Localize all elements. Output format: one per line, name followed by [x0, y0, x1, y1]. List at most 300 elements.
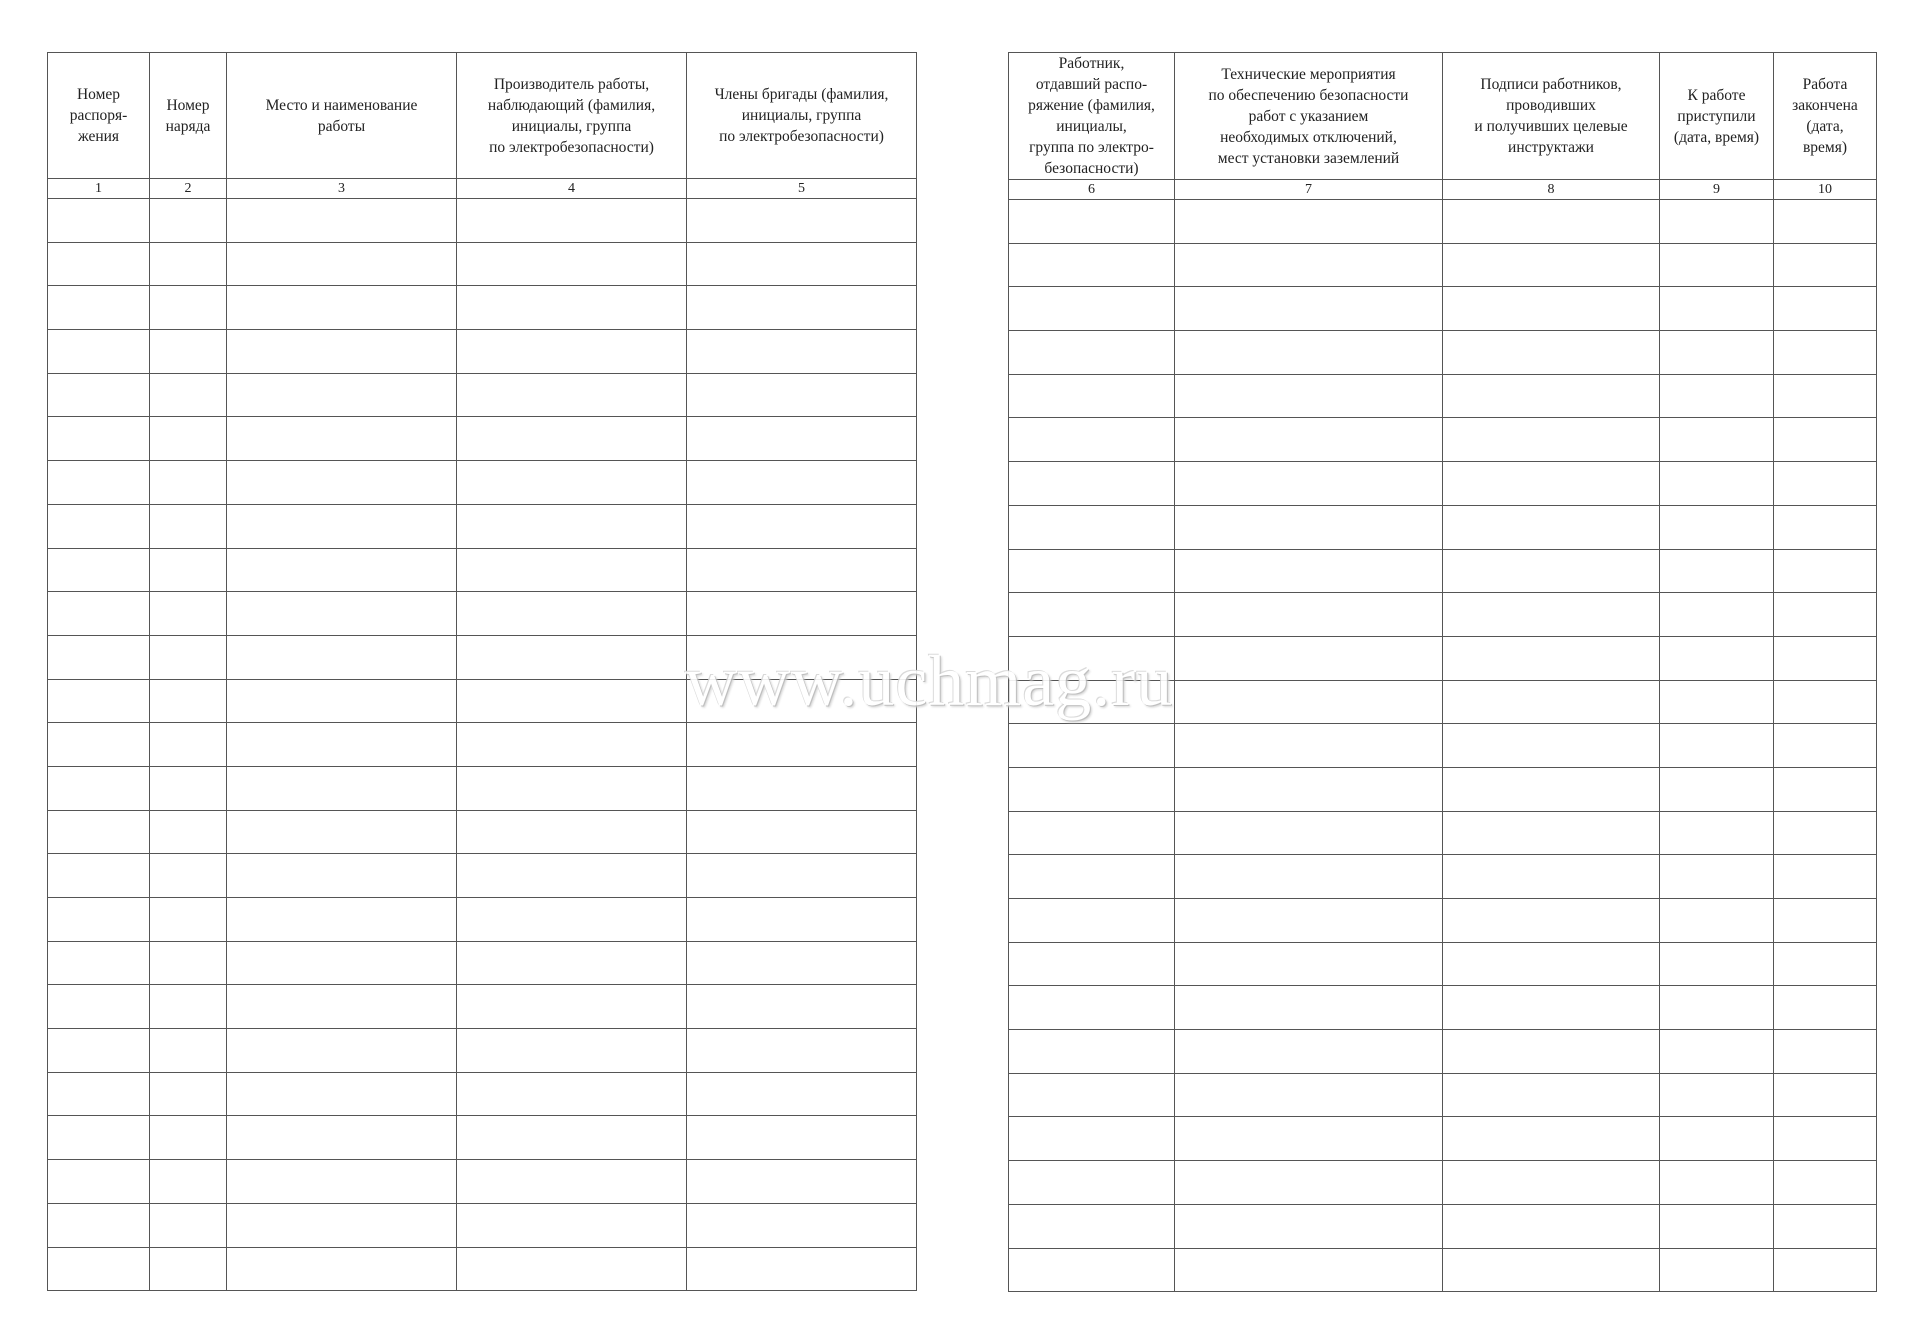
table-row: [48, 810, 917, 854]
entry-cell: [48, 810, 150, 854]
column-header-safety-measures: Технические мероприятия по обеспечению безопасности работ с указанием необходимых отключений, мест установки заземлений: [1175, 53, 1443, 180]
entry-cell: [1774, 1073, 1877, 1117]
entry-cell: [687, 373, 917, 417]
entry-cell: [1660, 1204, 1774, 1248]
entry-cell: [48, 941, 150, 985]
entry-cell: [457, 854, 687, 898]
right-entry-rows: [1009, 200, 1877, 1292]
table-row: [1009, 462, 1877, 506]
entry-cell: [1175, 899, 1443, 943]
entry-cell: [1009, 374, 1175, 418]
entry-cell: [48, 766, 150, 810]
entry-cell: [1774, 767, 1877, 811]
entry-cell: [1175, 1161, 1443, 1205]
entry-cell: [687, 330, 917, 374]
column-number: 3: [227, 179, 457, 199]
entry-cell: [1175, 986, 1443, 1030]
entry-cell: [687, 1072, 917, 1116]
entry-cell: [1660, 724, 1774, 768]
entry-cell: [687, 286, 917, 330]
entry-cell: [150, 941, 227, 985]
entry-cell: [48, 898, 150, 942]
entry-cell: [457, 199, 687, 243]
entry-cell: [227, 1160, 457, 1204]
entry-cell: [1774, 986, 1877, 1030]
table-row: [48, 461, 917, 505]
entry-cell: [687, 461, 917, 505]
entry-cell: [48, 1160, 150, 1204]
entry-cell: [48, 635, 150, 679]
entry-cell: [150, 548, 227, 592]
table-row: [48, 199, 917, 243]
entry-cell: [227, 1116, 457, 1160]
entry-cell: [227, 461, 457, 505]
entry-cell: [227, 417, 457, 461]
entry-cell: [1009, 855, 1175, 899]
column-number: 5: [687, 179, 917, 199]
entry-cell: [1175, 1204, 1443, 1248]
entry-cell: [687, 1029, 917, 1073]
entry-cell: [1774, 1204, 1877, 1248]
entry-cell: [457, 592, 687, 636]
entry-cell: [1175, 1117, 1443, 1161]
table-row: [1009, 942, 1877, 986]
entry-cell: [1660, 811, 1774, 855]
table-row: [1009, 331, 1877, 375]
entry-cell: [1660, 287, 1774, 331]
entry-cell: [1443, 331, 1660, 375]
entry-cell: [1774, 1248, 1877, 1292]
entry-cell: [150, 810, 227, 854]
entry-cell: [1175, 331, 1443, 375]
entry-cell: [150, 679, 227, 723]
entry-cell: [1774, 418, 1877, 462]
entry-cell: [457, 679, 687, 723]
entry-cell: [1774, 287, 1877, 331]
entry-cell: [457, 1072, 687, 1116]
table-row: [1009, 593, 1877, 637]
entry-cell: [1009, 418, 1175, 462]
entry-cell: [1443, 1161, 1660, 1205]
entry-cell: [1175, 1073, 1443, 1117]
entry-cell: [457, 504, 687, 548]
entry-cell: [48, 504, 150, 548]
column-header-crew-members: Члены бригады (фамилия, инициалы, группа по электробезопасности): [687, 53, 917, 179]
entry-cell: [687, 242, 917, 286]
entry-cell: [1175, 636, 1443, 680]
column-number: 2: [150, 179, 227, 199]
entry-cell: [227, 1203, 457, 1247]
entry-cell: [1660, 462, 1774, 506]
entry-cell: [1443, 1030, 1660, 1074]
column-number-row: [48, 179, 917, 199]
entry-cell: [457, 723, 687, 767]
entry-cell: [1175, 1030, 1443, 1074]
entry-cell: [150, 854, 227, 898]
entry-cell: [687, 723, 917, 767]
entry-cell: [1443, 636, 1660, 680]
entry-cell: [457, 1116, 687, 1160]
column-header-permit-number: Номер наряда: [150, 53, 227, 179]
column-header-work-finished: Работа закончена (дата, время): [1774, 53, 1877, 180]
entry-cell: [1660, 331, 1774, 375]
table-row: [48, 1116, 917, 1160]
table-row: [48, 1072, 917, 1116]
entry-cell: [1660, 1248, 1774, 1292]
entry-cell: [1175, 811, 1443, 855]
entry-cell: [687, 766, 917, 810]
entry-cell: [687, 1247, 917, 1291]
entry-cell: [1443, 505, 1660, 549]
entry-cell: [687, 1116, 917, 1160]
entry-cell: [687, 941, 917, 985]
entry-cell: [1660, 1161, 1774, 1205]
table-row: [48, 548, 917, 592]
entry-cell: [1175, 593, 1443, 637]
table-row: [1009, 418, 1877, 462]
entry-cell: [227, 504, 457, 548]
column-number: 8: [1443, 180, 1660, 200]
entry-cell: [1660, 899, 1774, 943]
entry-cell: [227, 635, 457, 679]
entry-cell: [1774, 505, 1877, 549]
entry-cell: [227, 286, 457, 330]
entry-cell: [1009, 1117, 1175, 1161]
entry-cell: [150, 461, 227, 505]
entry-cell: [457, 286, 687, 330]
entry-cell: [1009, 1204, 1175, 1248]
entry-cell: [1660, 200, 1774, 244]
entry-cell: [1009, 986, 1175, 1030]
column-number: 4: [457, 179, 687, 199]
entry-cell: [150, 504, 227, 548]
entry-cell: [48, 548, 150, 592]
entry-cell: [1009, 200, 1175, 244]
entry-cell: [1443, 1117, 1660, 1161]
entry-cell: [457, 330, 687, 374]
entry-cell: [1660, 767, 1774, 811]
column-number: 10: [1774, 180, 1877, 200]
entry-cell: [227, 592, 457, 636]
entry-cell: [1443, 811, 1660, 855]
entry-cell: [150, 766, 227, 810]
watermark: www.uchmag.ru: [685, 641, 1174, 721]
entry-cell: [1774, 200, 1877, 244]
entry-cell: [48, 330, 150, 374]
entry-cell: [457, 635, 687, 679]
entry-cell: [227, 242, 457, 286]
table-row: [48, 898, 917, 942]
entry-cell: [1774, 811, 1877, 855]
entry-cell: [150, 1203, 227, 1247]
entry-cell: [48, 286, 150, 330]
entry-cell: [227, 1247, 457, 1291]
entry-cell: [1175, 505, 1443, 549]
entry-cell: [150, 286, 227, 330]
table-row: [48, 373, 917, 417]
entry-cell: [150, 592, 227, 636]
entry-cell: [150, 242, 227, 286]
entry-cell: [687, 898, 917, 942]
entry-cell: [1009, 811, 1175, 855]
entry-cell: [1443, 767, 1660, 811]
entry-cell: [48, 723, 150, 767]
entry-cell: [1443, 374, 1660, 418]
entry-cell: [150, 1247, 227, 1291]
entry-cell: [1660, 374, 1774, 418]
table-row: [1009, 724, 1877, 768]
entry-cell: [1660, 418, 1774, 462]
column-header-work-place: Место и наименование работы: [227, 53, 457, 179]
entry-cell: [150, 723, 227, 767]
entry-cell: [48, 199, 150, 243]
entry-cell: [227, 1029, 457, 1073]
entry-cell: [1660, 986, 1774, 1030]
entry-cell: [1660, 636, 1774, 680]
entry-cell: [48, 985, 150, 1029]
entry-cell: [227, 679, 457, 723]
entry-cell: [48, 1029, 150, 1073]
entry-cell: [1009, 331, 1175, 375]
entry-cell: [48, 417, 150, 461]
entry-cell: [1175, 767, 1443, 811]
entry-cell: [1774, 549, 1877, 593]
entry-cell: [1774, 636, 1877, 680]
column-header-work-started: К работе приступили (дата, время): [1660, 53, 1774, 180]
table-row: [48, 985, 917, 1029]
entry-cell: [1774, 593, 1877, 637]
table-row: [1009, 1073, 1877, 1117]
entry-cell: [1443, 287, 1660, 331]
entry-cell: [227, 766, 457, 810]
entry-cell: [1774, 331, 1877, 375]
entry-cell: [457, 548, 687, 592]
entry-cell: [1175, 200, 1443, 244]
table-row: [48, 504, 917, 548]
column-header-issuer: Работник, отдавший распо- ряжение (фамилия, инициалы, группа по электро- безопасности): [1009, 53, 1175, 180]
column-number: 7: [1175, 180, 1443, 200]
entry-cell: [1009, 899, 1175, 943]
table-row: [1009, 767, 1877, 811]
entry-cell: [457, 1160, 687, 1204]
entry-cell: [1009, 767, 1175, 811]
entry-cell: [1774, 855, 1877, 899]
left-entry-rows: [48, 199, 917, 1291]
table-row: [1009, 855, 1877, 899]
table-row: [1009, 899, 1877, 943]
entry-cell: [457, 242, 687, 286]
entry-cell: [1443, 593, 1660, 637]
header-row: [1009, 53, 1877, 180]
table-row: [48, 1029, 917, 1073]
entry-cell: [150, 417, 227, 461]
entry-cell: [150, 1160, 227, 1204]
entry-cell: [1443, 418, 1660, 462]
entry-cell: [687, 199, 917, 243]
entry-cell: [457, 941, 687, 985]
entry-cell: [1660, 549, 1774, 593]
entry-cell: [1660, 1073, 1774, 1117]
table-row: [1009, 1161, 1877, 1205]
entry-cell: [687, 417, 917, 461]
entry-cell: [1443, 680, 1660, 724]
entry-cell: [457, 898, 687, 942]
entry-cell: [227, 199, 457, 243]
entry-cell: [1009, 724, 1175, 768]
entry-cell: [150, 330, 227, 374]
table-row: [48, 417, 917, 461]
entry-cell: [687, 592, 917, 636]
entry-cell: [1443, 724, 1660, 768]
entry-cell: [1774, 899, 1877, 943]
entry-cell: [1660, 1030, 1774, 1074]
table-row: [48, 286, 917, 330]
entry-cell: [1009, 1073, 1175, 1117]
table-row: [1009, 1117, 1877, 1161]
entry-cell: [1009, 1161, 1175, 1205]
entry-cell: [227, 1072, 457, 1116]
entry-cell: [687, 810, 917, 854]
table-row: [48, 1160, 917, 1204]
entry-cell: [687, 504, 917, 548]
entry-cell: [457, 985, 687, 1029]
entry-cell: [1175, 942, 1443, 986]
entry-cell: [1660, 855, 1774, 899]
entry-cell: [1660, 593, 1774, 637]
entry-cell: [1009, 462, 1175, 506]
entry-cell: [1774, 942, 1877, 986]
entry-cell: [1660, 505, 1774, 549]
entry-cell: [1774, 1030, 1877, 1074]
table-row: [1009, 243, 1877, 287]
entry-cell: [48, 242, 150, 286]
entry-cell: [687, 854, 917, 898]
entry-cell: [1175, 549, 1443, 593]
table-row: [1009, 1248, 1877, 1292]
entry-cell: [1175, 418, 1443, 462]
column-header-work-supervisor: Производитель работы, наблюдающий (фамилия, инициалы, группа по электробезопасности): [457, 53, 687, 179]
table-row: [1009, 549, 1877, 593]
entry-cell: [1774, 1161, 1877, 1205]
column-header-briefing-signatures: Подписи работников, проводивших и получивших целевые инструктажи: [1443, 53, 1660, 180]
table-row: [48, 1203, 917, 1247]
entry-cell: [1009, 1248, 1175, 1292]
entry-cell: [48, 373, 150, 417]
entry-cell: [687, 1203, 917, 1247]
entry-cell: [1774, 374, 1877, 418]
entry-cell: [1443, 1248, 1660, 1292]
table-row: [1009, 505, 1877, 549]
entry-cell: [1774, 724, 1877, 768]
entry-cell: [150, 373, 227, 417]
entry-cell: [1774, 462, 1877, 506]
entry-cell: [48, 1203, 150, 1247]
entry-cell: [1009, 243, 1175, 287]
entry-cell: [457, 810, 687, 854]
entry-cell: [1175, 287, 1443, 331]
table-row: [1009, 200, 1877, 244]
entry-cell: [1009, 1030, 1175, 1074]
entry-cell: [1009, 593, 1175, 637]
entry-cell: [457, 417, 687, 461]
table-row: [48, 330, 917, 374]
entry-cell: [227, 898, 457, 942]
table-row: [48, 766, 917, 810]
table-row: [48, 592, 917, 636]
entry-cell: [1175, 1248, 1443, 1292]
entry-cell: [150, 1029, 227, 1073]
entry-cell: [687, 1160, 917, 1204]
entry-cell: [1175, 855, 1443, 899]
table-row: [1009, 374, 1877, 418]
table-row: [48, 854, 917, 898]
entry-cell: [1443, 200, 1660, 244]
entry-cell: [150, 985, 227, 1029]
entry-cell: [1774, 680, 1877, 724]
entry-cell: [1774, 243, 1877, 287]
entry-cell: [150, 1072, 227, 1116]
entry-cell: [1009, 505, 1175, 549]
table-row: [48, 242, 917, 286]
entry-cell: [457, 461, 687, 505]
entry-cell: [1175, 680, 1443, 724]
table-row: [1009, 287, 1877, 331]
entry-cell: [457, 766, 687, 810]
table-row: [48, 1247, 917, 1291]
entry-cell: [1660, 680, 1774, 724]
entry-cell: [1175, 243, 1443, 287]
table-row: [48, 723, 917, 767]
column-number: 6: [1009, 180, 1175, 200]
entry-cell: [1175, 462, 1443, 506]
entry-cell: [1009, 549, 1175, 593]
entry-cell: [1443, 855, 1660, 899]
entry-cell: [1009, 287, 1175, 331]
entry-cell: [227, 810, 457, 854]
entry-cell: [48, 592, 150, 636]
entry-cell: [687, 548, 917, 592]
column-header-order-number: Номер распоря- жения: [48, 53, 150, 179]
entry-cell: [457, 373, 687, 417]
entry-cell: [1774, 1117, 1877, 1161]
table-row: [1009, 1204, 1877, 1248]
table-row: [1009, 986, 1877, 1030]
table-row: [1009, 811, 1877, 855]
entry-cell: [457, 1247, 687, 1291]
entry-cell: [1660, 1117, 1774, 1161]
entry-cell: [48, 1247, 150, 1291]
entry-cell: [1443, 986, 1660, 1030]
entry-cell: [227, 723, 457, 767]
entry-cell: [1443, 1073, 1660, 1117]
entry-cell: [1443, 942, 1660, 986]
entry-cell: [1660, 243, 1774, 287]
entry-cell: [227, 941, 457, 985]
entry-cell: [227, 373, 457, 417]
entry-cell: [1009, 942, 1175, 986]
entry-cell: [150, 898, 227, 942]
table-row: [1009, 1030, 1877, 1074]
entry-cell: [150, 635, 227, 679]
entry-cell: [150, 1116, 227, 1160]
entry-cell: [1443, 1204, 1660, 1248]
entry-cell: [1175, 374, 1443, 418]
entry-cell: [1443, 549, 1660, 593]
entry-cell: [48, 1116, 150, 1160]
entry-cell: [1175, 724, 1443, 768]
entry-cell: [457, 1203, 687, 1247]
entry-cell: [150, 199, 227, 243]
